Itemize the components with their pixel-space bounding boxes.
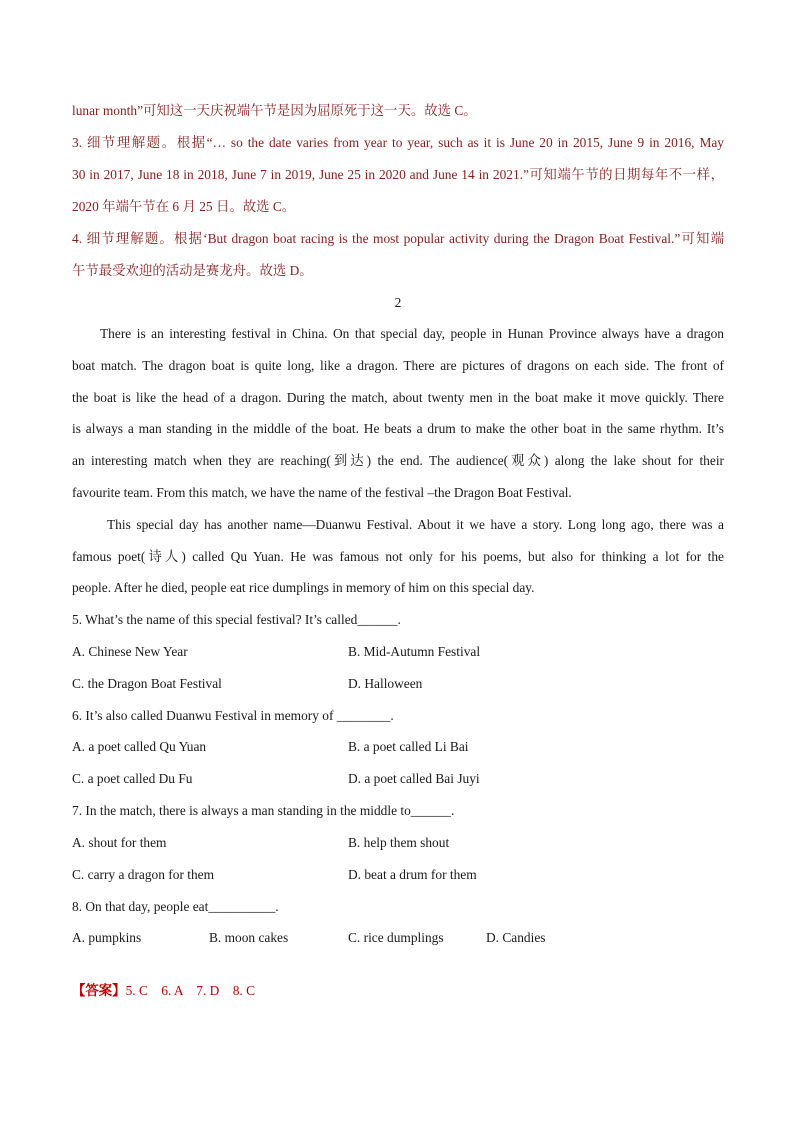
- question-8-option-d: D. Candies: [486, 930, 546, 945]
- explanation-line-1: lunar month”可知这一天庆祝端午节是因为屈原死于这一天。故选 C。: [72, 103, 477, 118]
- passage-p1-line-1: There is an interesting festival in China. On that special day, people in Hunan Province always have a dragon: [100, 326, 724, 341]
- passage-p2-line-2: famous poet(诗人) called Qu Yuan. He was famous not only for his poems, but also for thinking a lot for the: [72, 549, 724, 564]
- question-5-option-c: C. the Dragon Boat Festival: [72, 676, 222, 691]
- question-5-stem: 5. What’s the name of this special festival? It’s called______.: [72, 612, 401, 627]
- answer-body: 5. C 6. A 7. D 8. C: [125, 983, 256, 998]
- passage-p1-line-2: boat match. The dragon boat is quite long, like a dragon. There are pictures of dragons on each side. The front of: [72, 358, 724, 373]
- passage-p1-line-6: favourite team. From this match, we have the name of the festival –the Dragon Boat Festival.: [72, 485, 572, 500]
- answer-line: [72, 982, 724, 1000]
- section-number: 2: [394, 295, 402, 310]
- passage-p2-line-3: people. After he died, people eat rice dumplings in memory of him on this special day.: [72, 580, 535, 595]
- question-8-option-a: A. pumpkins: [72, 930, 142, 945]
- answer-tag: 【答案】: [72, 983, 126, 998]
- question-5-option-d: D. Halloween: [348, 676, 423, 691]
- explanation-line-5: 4. 细节理解题。根据‘But dragon boat racing is the most popular activity during the Dragon Boat Festival.”可知端: [72, 231, 724, 246]
- explanation-line-6: 午节最受欢迎的活动是赛龙舟。故选 D。: [72, 263, 313, 278]
- question-8-stem: 8. On that day, people eat__________.: [72, 899, 279, 914]
- question-6-option-c: C. a poet called Du Fu: [72, 771, 193, 786]
- explanation-line-3: 30 in 2017, June 18 in 2018, June 7 in 2019, June 25 in 2020 and June 14 in 2021.”可知端午节的日期每年不一样，: [72, 167, 724, 182]
- question-7-stem: 7. In the match, there is always a man standing in the middle to______.: [72, 803, 455, 818]
- question-6-option-a: A. a poet called Qu Yuan: [72, 739, 207, 754]
- question-6-option-d: D. a poet called Bai Juyi: [348, 771, 480, 786]
- question-7-option-c: C. carry a dragon for them: [72, 867, 215, 882]
- question-7-option-d: D. beat a drum for them: [348, 867, 477, 882]
- explanation-line-2: 3. 细节理解题。根据“… so the date varies from year to year, such as it is June 20 in 2015, June 9 in 2016, May: [72, 135, 724, 150]
- explanation-line-4: 2020 年端午节在 6 月 25 日。故选 C。: [72, 199, 296, 214]
- question-5-option-b: B. Mid-Autumn Festival: [348, 644, 481, 659]
- question-7-option-a: A. shout for them: [72, 835, 167, 850]
- passage-p1-line-4: is always a man standing in the middle of the boat. He beats a drum to make the other boat in the same rhythm. It’s: [72, 421, 724, 436]
- question-8-option-b: B. moon cakes: [209, 930, 289, 945]
- question-8-option-c: C. rice dumplings: [348, 930, 444, 945]
- passage-p1-line-3: the boat is like the head of a dragon. During the match, about twenty men in the boat make it move quickly. There: [72, 390, 724, 405]
- question-7-option-b: B. help them shout: [348, 835, 450, 850]
- passage-p1-line-5: an interesting match when they are reaching(到达) the end. The audience(观众) along the lake shout for their: [72, 453, 724, 468]
- question-6-option-b: B. a poet called Li Bai: [348, 739, 469, 754]
- passage-p2-line-1: This special day has another name—Duanwu Festival. About it we have a story. Long long ago, there was a: [107, 517, 724, 532]
- question-6-stem: 6. It’s also called Duanwu Festival in memory of ________.: [72, 708, 394, 723]
- question-5-option-a: A. Chinese New Year: [72, 644, 188, 659]
